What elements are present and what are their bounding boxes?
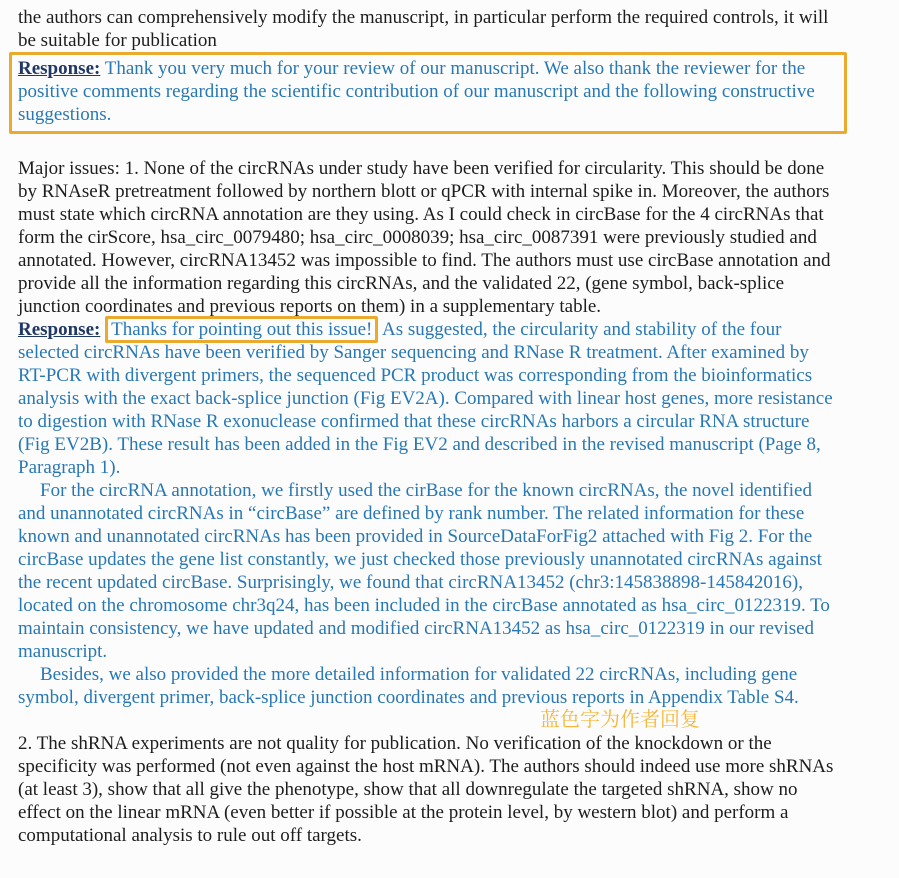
major-issue-1-comment: Major issues: 1. None of the circRNAs under study have been verified for circularity. This should be done by RNAseR pretreatment followed by northern blott or qPCR with internal spike in. Moreover, the authors must state which circRNA annotation are they using. As I could check in circBase for the 4 circRNAs that form the cirScore, hsa_circ_0079480; hsa_circ_0008039; hsa_circ_0087391 were previously studied and annotated. However, circRNA13452 was impossible to find. The authors must use circBase annotation and provide all the information regarding this circRNAs, and the validated 22, (gene symbol, back-splice junction coordinates and previous reports on them) in a supplementary table. xyxy=(18,158,831,317)
response-1-label: Response: xyxy=(18,58,101,79)
annotation-note: 蓝色字为作者回复 xyxy=(540,709,700,731)
response-1-paragraph xyxy=(18,57,838,126)
response-2-highlighted-text: Thanks for pointing out this issue! xyxy=(105,316,378,343)
response-1-highlight-box xyxy=(9,52,847,134)
response-2-paragraph-2: For the circRNA annotation, we firstly used the cirBase for the known circRNAs, the novel identified and unannotated circRNAs in “circBase” are defined by rank number. The related information for these known and unannotated circRNAs has been provided in SourceDataForFig2 attached with Fig 2. For the circBase updates the gene list constantly, we just checked those previously unannotated circRNAs against the recent updated circBase. Surprisingly, we found that circRNA13452 (chr3:145838898-145842016), located on the chromosome chr3q24, has been included in the circBase annotated as hsa_circ_0122319. To maintain consistency, we have updated and modified circRNA13452 as hsa_circ_0122319 in our revised manuscript. xyxy=(18,480,830,662)
response-2-label: Response: xyxy=(18,319,101,340)
reviewer-comment-intro: the authors can comprehensively modify the manuscript, in particular perform the required controls, it will be suitable for publication xyxy=(18,7,829,51)
response-2-text: As suggested, the circularity and stability of the four selected circRNAs have been verified by Sanger sequencing and RNase R treatment. After examined by RT-PCR with divergent primers, the sequenced PCR product was corresponding from the bioinformatics analysis with the exact back-splice junction (Fig EV2A). Compared with linear host genes, more resistance to digestion with RNase R exonuclease confirmed that these circRNAs harbors a circular RNA structure (Fig EV2B). These result has been added in the Fig EV2 and described in the revised manuscript (Page 8, Paragraph 1). xyxy=(18,319,833,478)
response-2-paragraph-1 xyxy=(18,318,837,479)
response-1-text: Thank you very much for your review of our manuscript. We also thank the reviewer for the positive comments regarding the scientific contribution of our manuscript and the following constructive suggestions. xyxy=(18,58,815,125)
major-issue-2-comment: 2. The shRNA experiments are not quality for publication. No verification of the knockdown or the specificity was performed (not even against the host mRNA). The authors should indeed use more shRNAs (at least 3), show that all give the phenotype, show that all downregulate the targeted shRNA, show no effect on the linear mRNA (even better if possible at the protein level, by western blot) and perform a computational analysis to rule out off targets. xyxy=(18,733,834,846)
response-2-paragraph-3: Besides, we also provided the more detailed information for validated 22 circRNAs, including gene symbol, divergent primer, back-splice junction coordinates and previous reports in Appendix Table S4. xyxy=(18,664,799,708)
